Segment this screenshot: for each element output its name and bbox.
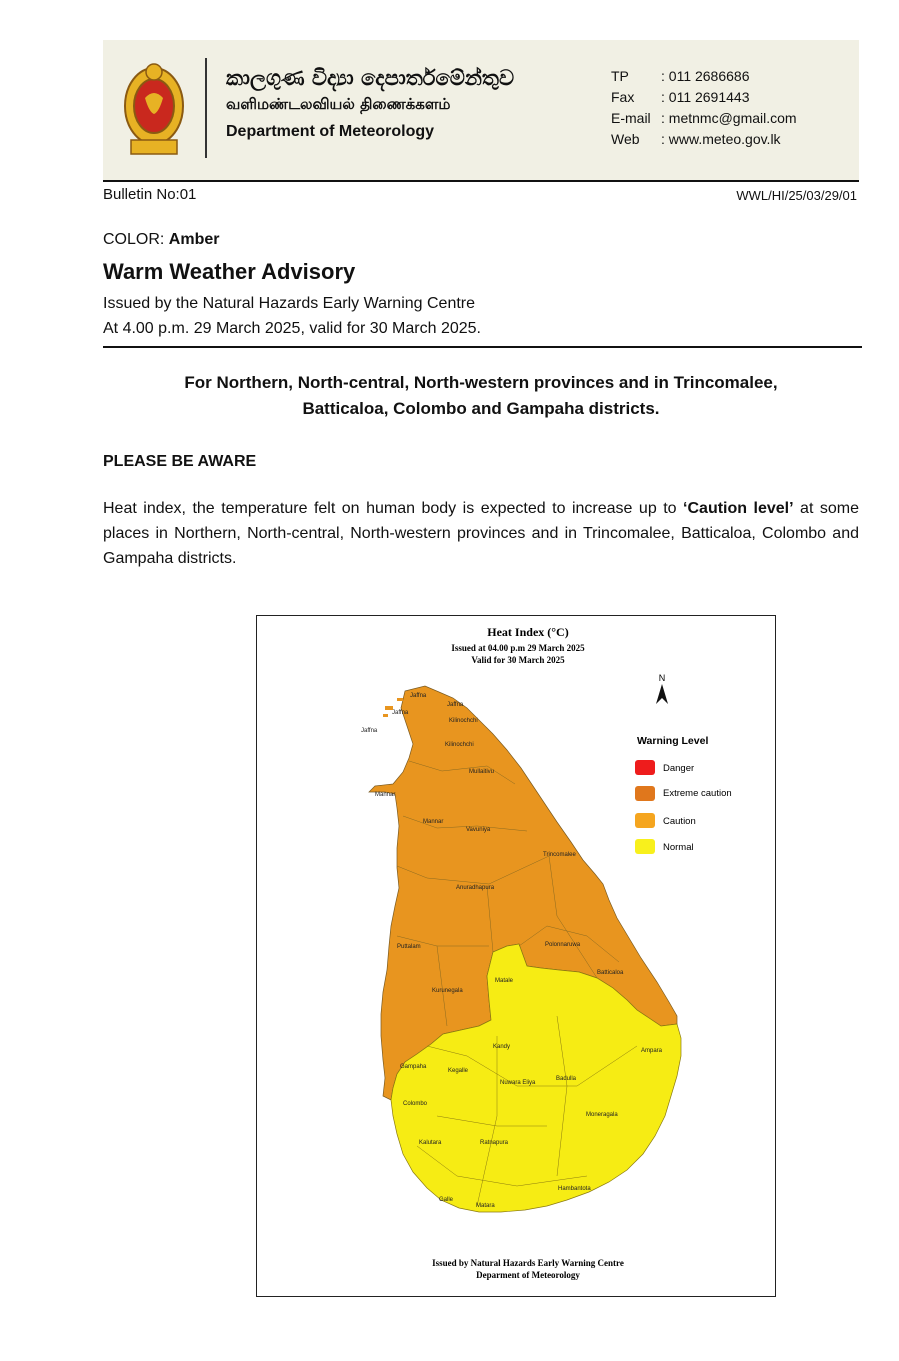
map-valid: Valid for 30 March 2025	[471, 655, 565, 665]
contact-email	[611, 108, 797, 129]
label-mannar-1: Mannar	[375, 792, 396, 798]
label-batticaloa: Batticaloa	[597, 970, 624, 976]
map-title: Heat Index (°C)	[487, 625, 569, 639]
label-galle: Galle	[439, 1197, 454, 1203]
issued-info	[103, 291, 481, 341]
affected-areas-headline	[103, 370, 859, 422]
contact-phone	[611, 66, 797, 87]
legend-swatch-normal	[635, 839, 655, 854]
advisory-body	[103, 496, 859, 571]
contact-value: : 011 2686686	[661, 68, 750, 84]
bulletin-number: Bulletin No:01	[103, 186, 197, 203]
label-kegalle: Kegalle	[448, 1068, 469, 1074]
label-kilinochchi-1: Kilinochchi	[449, 718, 478, 724]
map-legend	[635, 735, 732, 854]
label-jaffna-3: Jaffna	[447, 702, 464, 708]
label-jaffna-4: Jaffna	[361, 728, 378, 734]
contact-web	[611, 129, 797, 150]
national-emblem-icon	[121, 58, 187, 158]
legend-label-extreme-caution: Extreme caution	[663, 788, 732, 799]
label-jaffna-1: Jaffna	[410, 693, 427, 699]
letterhead	[103, 40, 859, 182]
label-vavuniya: Vavuniya	[466, 827, 491, 833]
legend-label-caution: Caution	[663, 816, 696, 827]
label-nuwara-eliya: Nuwara Eliya	[500, 1080, 536, 1086]
label-anuradhapura: Anuradhapura	[456, 885, 495, 891]
label-colombo: Colombo	[403, 1101, 428, 1107]
color-value: Amber	[168, 231, 220, 248]
label-jaffna-2: Jaffna	[392, 710, 409, 716]
north-label: N	[658, 673, 666, 683]
map-footer-1: Issued by Natural Hazards Early Warning Centre	[432, 1258, 624, 1268]
label-mannar-2: Mannar	[423, 819, 444, 825]
label-kurunegala: Kurunegala	[432, 988, 463, 994]
aware-heading: PLEASE BE AWARE	[103, 453, 257, 470]
org-name-tamil: வளிமண்டலவியல் திணைக்களம்	[226, 95, 451, 113]
body-part-1: Heat index, the temperature felt on human body is expected to increase up to	[103, 500, 684, 517]
label-ratnapura: Ratnapura	[480, 1140, 509, 1146]
label-badulla: Badulla	[556, 1076, 577, 1082]
label-gampaha: Gampaha	[400, 1064, 427, 1070]
label-ampara: Ampara	[641, 1048, 663, 1054]
color-level	[103, 231, 219, 249]
body-part-2: at some places in Northern, North-central, North-western provinces and in Trincomalee, Batticaloa, Colombo and Gampaha districts.	[103, 500, 860, 567]
org-name-sinhala: කාලගුණ විද්‍යා දෙපාර්තමේන්තුව	[226, 66, 515, 90]
contact-value: : 011 2691443	[661, 89, 750, 105]
contact-value: : www.meteo.gov.lk	[661, 131, 781, 147]
contact-label: Web	[611, 131, 640, 147]
label-matale: Matale	[495, 978, 514, 984]
map-issued: Issued at 04.00 p.m 29 March 2025	[451, 643, 585, 653]
advisory-title: Warm Weather Advisory	[103, 259, 356, 284]
legend-label-normal: Normal	[663, 842, 694, 853]
label-hambantota: Hambantota	[558, 1186, 591, 1192]
label-trincomalee: Trincomalee	[543, 852, 576, 858]
heat-index-map	[256, 615, 776, 1297]
label-polonnaruwa: Polonnaruwa	[545, 942, 581, 948]
headline-line-1: For Northern, North-central, North-western provinces and in Trincomalee,	[184, 373, 778, 392]
legend-swatch-caution	[635, 813, 655, 828]
legend-swatch-extreme-caution	[635, 786, 655, 801]
contact-details	[611, 66, 797, 150]
label-moneragala: Moneragala	[586, 1112, 618, 1118]
map-footer-2: Deparment of Meteorology	[476, 1270, 580, 1280]
legend-label-danger: Danger	[663, 763, 695, 774]
body-emphasis: ‘Caution level’	[683, 500, 794, 517]
header-divider	[205, 58, 207, 158]
north-arrow-icon	[656, 673, 668, 704]
contact-value: : metnmc@gmail.com	[661, 110, 797, 126]
map-canvas	[257, 616, 775, 1296]
contact-label: TP	[611, 68, 629, 84]
organization-name	[226, 66, 514, 141]
bulletin-reference: WWL/HI/25/03/29/01	[736, 188, 857, 203]
label-mullaitivu: Mullaitivu	[469, 769, 495, 775]
headline-line-2: Batticaloa, Colombo and Gampaha districts.	[302, 399, 660, 418]
issued-at: At 4.00 p.m. 29 March 2025, valid for 30 March 2025.	[103, 320, 481, 337]
label-kilinochchi-2: Kilinochchi	[445, 742, 474, 748]
section-divider	[103, 346, 862, 348]
legend-swatch-danger	[635, 760, 655, 775]
label-kalutara: Kalutara	[419, 1140, 442, 1146]
contact-label: Fax	[611, 89, 635, 105]
contact-label: E-mail	[611, 110, 651, 126]
legend-title: Warning Level	[637, 735, 709, 747]
issued-by: Issued by the Natural Hazards Early Warning Centre	[103, 295, 476, 312]
label-kandy: Kandy	[493, 1044, 511, 1050]
contact-fax	[611, 87, 797, 108]
org-name-english: Department of Meteorology	[226, 123, 435, 140]
label-puttalam: Puttalam	[397, 944, 421, 950]
color-label: COLOR:	[103, 231, 165, 248]
label-matara: Matara	[476, 1203, 495, 1209]
